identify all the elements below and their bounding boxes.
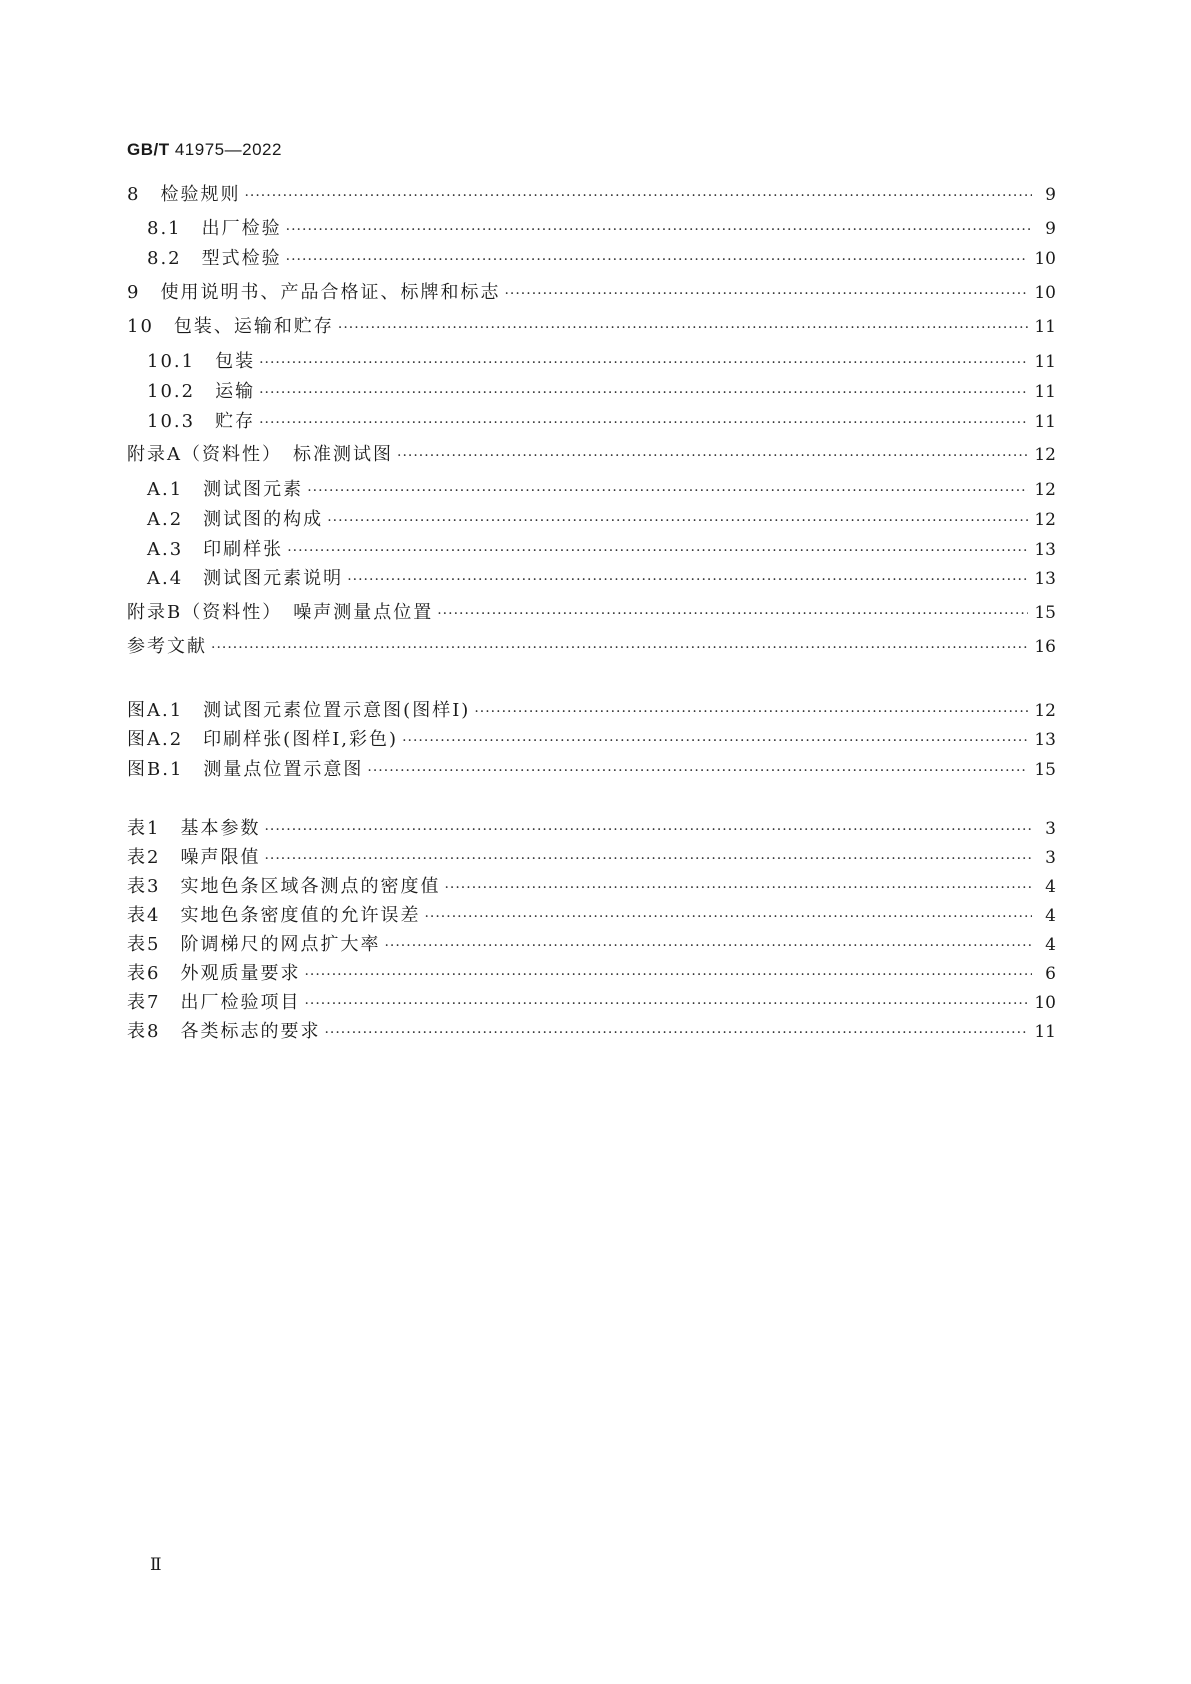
- table-leader: [304, 993, 1028, 1015]
- table-entry[interactable]: [127, 905, 1056, 928]
- toc-entry[interactable]: [127, 282, 1056, 305]
- toc-entry-page: 9: [1045, 185, 1056, 205]
- table-entry[interactable]: [127, 992, 1056, 1015]
- table-entry-label: 表6 外观质量要求: [127, 963, 301, 984]
- toc-entry-label: 附录A（资料性） 标准测试图: [127, 444, 393, 465]
- table-entry[interactable]: [127, 963, 1056, 986]
- toc-leader: [397, 445, 1028, 467]
- toc-entry-page: 11: [1034, 412, 1056, 432]
- toc-entry[interactable]: [127, 316, 1056, 339]
- table-entry-label: 表3 实地色条区域各测点的密度值: [127, 876, 441, 897]
- table-entry-page: 4: [1045, 877, 1056, 897]
- toc-leader: [287, 540, 1028, 562]
- table-entry[interactable]: [127, 876, 1056, 899]
- toc-entry[interactable]: [147, 568, 1056, 591]
- toc-entry-page: 10: [1034, 283, 1056, 303]
- toc-entry-label: 10.3 贮存: [147, 411, 256, 432]
- toc-entry-label: 9 使用说明书、产品合格证、标牌和标志: [127, 282, 501, 303]
- toc-entry-label: 10 包装、运输和贮存: [127, 316, 334, 337]
- toc-entry-page: 11: [1034, 382, 1056, 402]
- table-entry-label: 表4 实地色条密度值的允许误差: [127, 905, 421, 926]
- table-leader: [444, 877, 1032, 899]
- toc-leader: [259, 352, 1028, 374]
- table-entry-label: 表1 基本参数: [127, 818, 261, 839]
- toc-entry-page: 10: [1034, 249, 1056, 269]
- toc-entry-page: 13: [1034, 569, 1056, 589]
- toc-entry-page: 11: [1034, 317, 1056, 337]
- toc-entry-page: 15: [1034, 603, 1056, 623]
- toc-entry-label: 附录B（资料性） 噪声测量点位置: [127, 602, 434, 623]
- toc-leader: [259, 412, 1028, 434]
- figure-entry[interactable]: [127, 700, 1056, 723]
- toc-entry-page: 9: [1045, 219, 1056, 239]
- toc-entry-label: 参考文献: [127, 636, 207, 657]
- table-entry-page: 4: [1045, 906, 1056, 926]
- toc-entry-label: 10.1 包装: [147, 351, 256, 372]
- toc-entry[interactable]: [147, 411, 1056, 434]
- standard-code-prefix: GB/T: [127, 140, 170, 159]
- table-entry-label: 表5 阶调梯尺的网点扩大率: [127, 934, 381, 955]
- toc-entry-label: 8.2 型式检验: [147, 248, 282, 269]
- table-entry[interactable]: [127, 847, 1056, 870]
- toc-entry-page: 16: [1034, 637, 1056, 657]
- toc-leader: [307, 480, 1028, 502]
- toc-entry[interactable]: [147, 479, 1056, 502]
- toc-leader: [327, 510, 1028, 532]
- table-entry[interactable]: [127, 818, 1056, 841]
- toc-entry[interactable]: [127, 444, 1056, 467]
- figure-leader: [402, 730, 1028, 752]
- toc-entry-page: 12: [1034, 480, 1056, 500]
- toc-entry-label: 8 检验规则: [127, 184, 241, 205]
- figure-entry-page: 15: [1034, 760, 1056, 780]
- figure-entry-label: 图B.1 测量点位置示意图: [127, 759, 364, 780]
- standard-code: [127, 140, 282, 160]
- toc-entry-label: A.4 测试图元素说明: [147, 568, 344, 589]
- table-leader: [264, 848, 1032, 870]
- table-leader: [384, 935, 1032, 957]
- toc-entry-label: A.2 测试图的构成: [147, 509, 324, 530]
- toc-entry[interactable]: [127, 184, 1056, 207]
- toc-entry[interactable]: [147, 218, 1056, 241]
- figure-entry[interactable]: [127, 759, 1056, 782]
- table-entry-page: 11: [1034, 1022, 1056, 1042]
- toc-entry-page: 12: [1034, 510, 1056, 530]
- toc-leader: [338, 317, 1028, 339]
- toc-leader: [286, 249, 1029, 271]
- toc-leader: [437, 603, 1028, 625]
- table-entry[interactable]: [127, 1021, 1056, 1044]
- table-entry-page: 4: [1045, 935, 1056, 955]
- toc-entry-page: 13: [1034, 540, 1056, 560]
- figure-entry-label: 图A.2 印刷样张(图样Ⅰ,彩色): [127, 729, 399, 750]
- figure-entry[interactable]: [127, 729, 1056, 752]
- table-entry[interactable]: [127, 934, 1056, 957]
- table-leader: [304, 964, 1032, 986]
- toc-leader: [347, 569, 1028, 591]
- toc-leader: [211, 637, 1028, 659]
- toc-entry-page: 11: [1034, 352, 1056, 372]
- table-leader: [264, 819, 1032, 841]
- toc-entry[interactable]: [147, 381, 1056, 404]
- table-entry-label: 表2 噪声限值: [127, 847, 261, 868]
- toc-entry[interactable]: [147, 351, 1056, 374]
- standard-code-number: 41975—2022: [174, 140, 282, 159]
- table-entry-page: 3: [1045, 819, 1056, 839]
- toc-entry[interactable]: [147, 539, 1056, 562]
- toc-leader: [259, 382, 1028, 404]
- toc-leader: [244, 185, 1032, 207]
- toc-entry-label: A.1 测试图元素: [147, 479, 304, 500]
- figure-entry-page: 12: [1034, 701, 1056, 721]
- figure-leader: [474, 701, 1028, 723]
- table-entry-label: 表7 出厂检验项目: [127, 992, 301, 1013]
- table-leader: [424, 906, 1032, 928]
- toc-entry[interactable]: [127, 636, 1056, 659]
- table-entry-label: 表8 各类标志的要求: [127, 1021, 321, 1042]
- toc-entry-label: A.3 印刷样张: [147, 539, 284, 560]
- toc-entry-label: 8.1 出厂检验: [147, 218, 282, 239]
- table-entry-page: 6: [1045, 964, 1056, 984]
- toc-entry-page: 12: [1034, 445, 1056, 465]
- toc-leader: [286, 219, 1032, 241]
- toc-entry[interactable]: [147, 248, 1056, 271]
- figure-entry-label: 图A.1 测试图元素位置示意图(图样Ⅰ): [127, 700, 471, 721]
- toc-entry[interactable]: [127, 602, 1056, 625]
- toc-leader: [504, 283, 1028, 305]
- toc-entry[interactable]: [147, 509, 1056, 532]
- table-entry-page: 10: [1034, 993, 1056, 1013]
- figure-entry-page: 13: [1034, 730, 1056, 750]
- table-leader: [324, 1022, 1028, 1044]
- toc-entry-label: 10.2 运输: [147, 381, 256, 402]
- figure-leader: [367, 760, 1028, 782]
- page-number: Ⅱ: [150, 1555, 162, 1575]
- table-entry-page: 3: [1045, 848, 1056, 868]
